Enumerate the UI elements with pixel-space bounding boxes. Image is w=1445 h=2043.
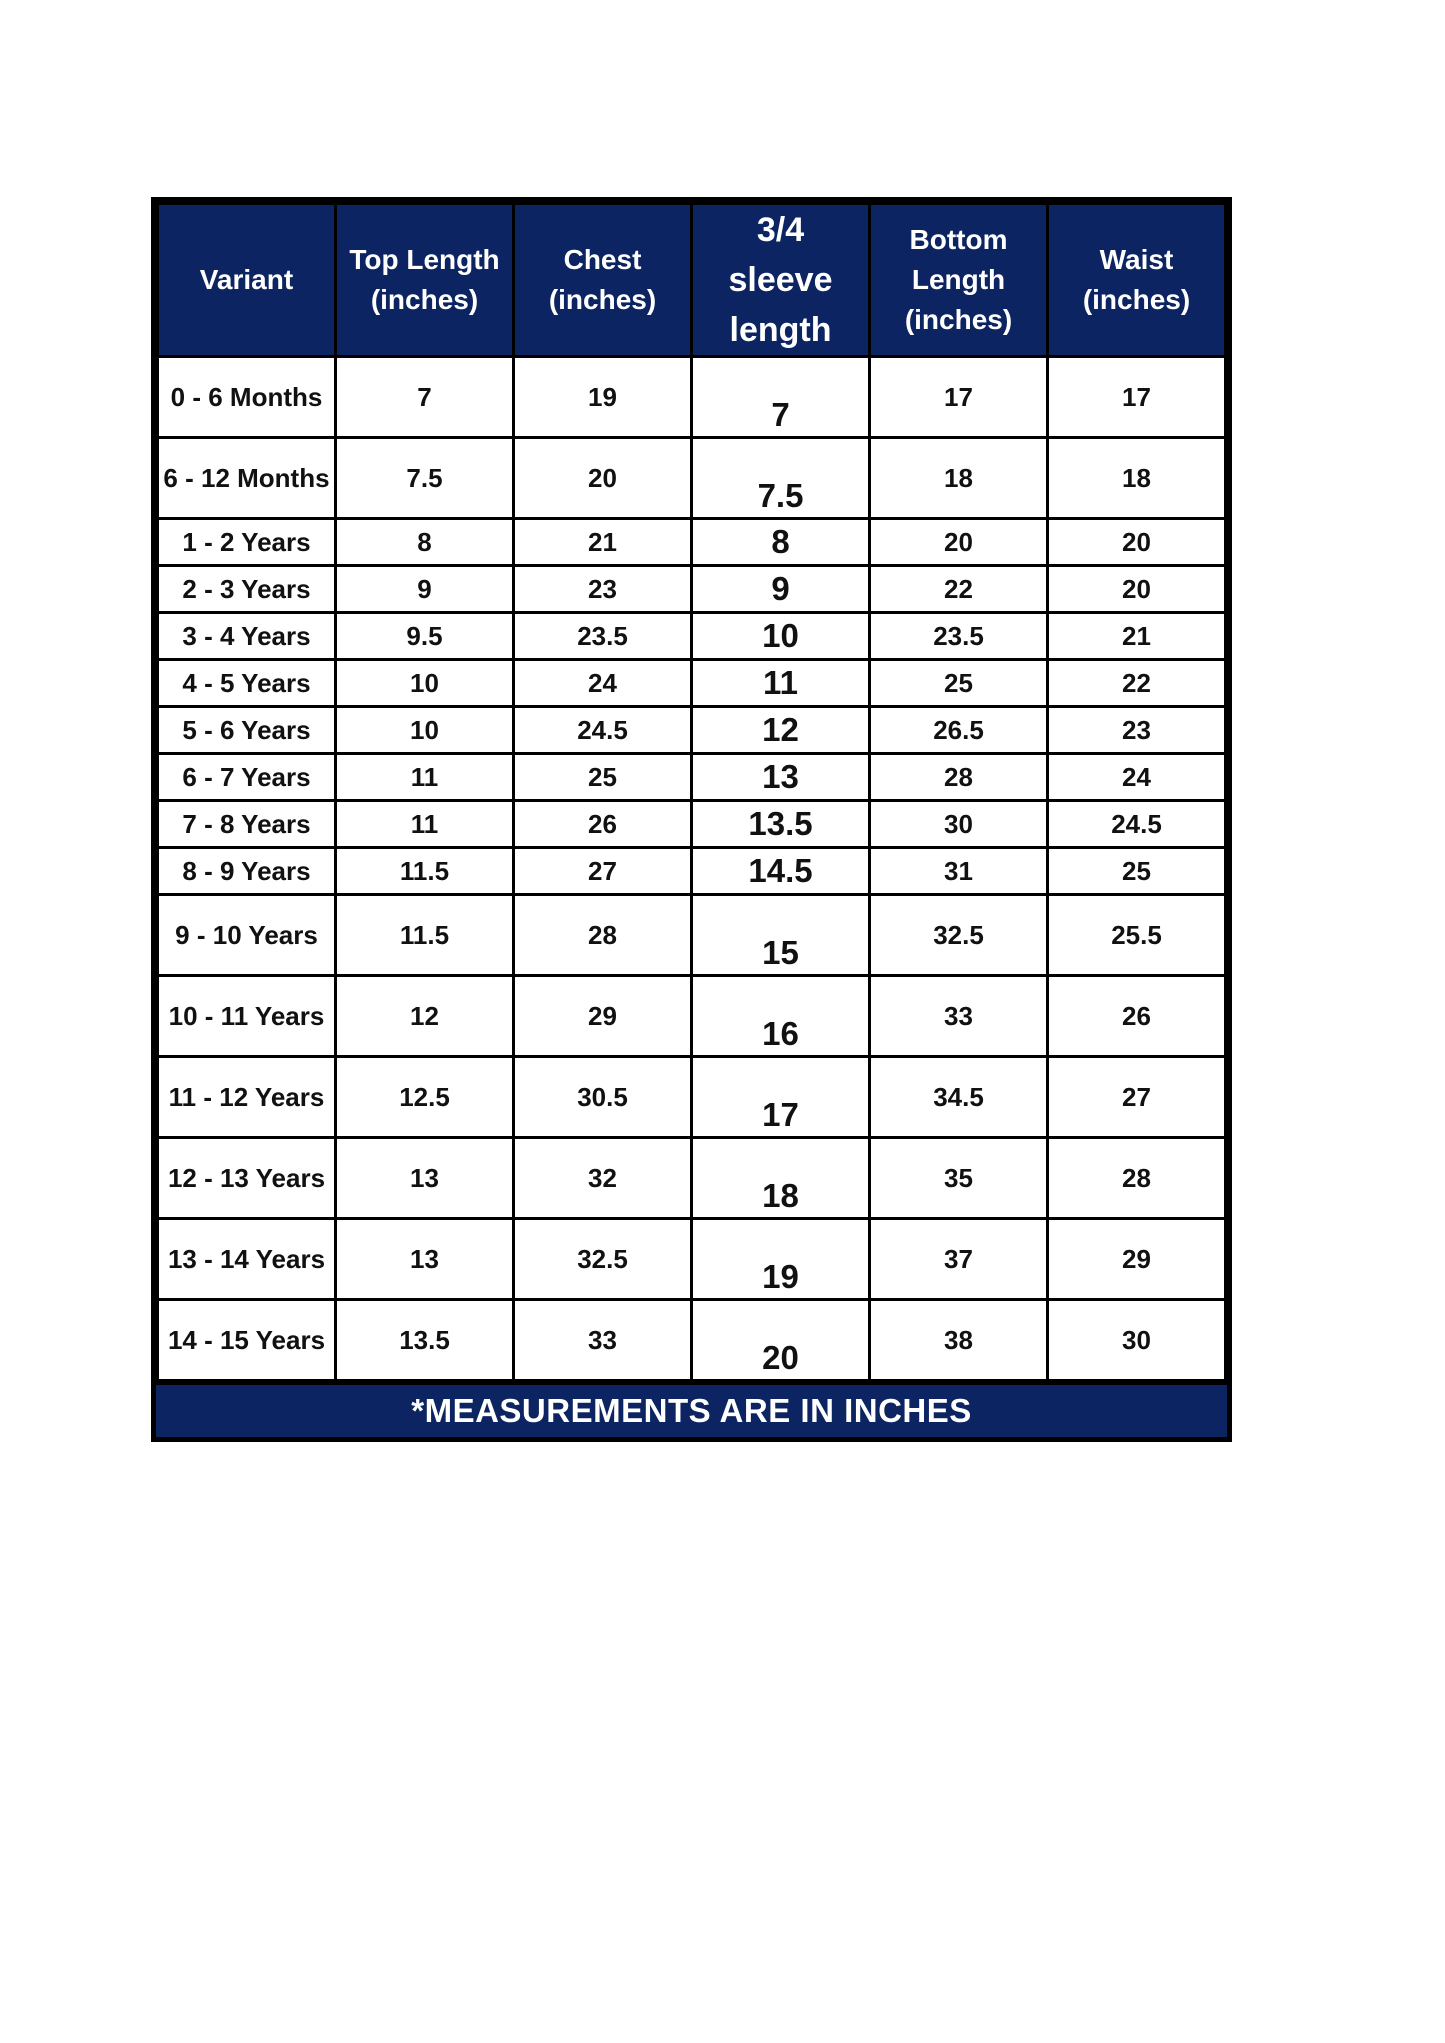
cell-top-length: 9	[336, 566, 514, 613]
table-row	[158, 1138, 1226, 1219]
cell-top-length: 11.5	[336, 848, 514, 895]
header-row	[158, 204, 1226, 357]
cell-waist: 20	[1048, 519, 1226, 566]
cell-waist: 17	[1048, 357, 1226, 438]
cell-bottom-length: 34.5	[870, 1057, 1048, 1138]
cell-chest: 19	[514, 357, 692, 438]
table-row	[158, 357, 1226, 438]
measurements-note: *MEASUREMENTS ARE IN INCHES	[156, 1382, 1227, 1437]
cell-sleeve-length: 14.5	[692, 848, 870, 895]
cell-waist: 24	[1048, 754, 1226, 801]
cell-chest: 26	[514, 801, 692, 848]
cell-sleeve-length: 10	[692, 613, 870, 660]
header-variant	[158, 204, 336, 357]
cell-sleeve-length: 11	[692, 660, 870, 707]
cell-waist: 18	[1048, 438, 1226, 519]
cell-chest: 24.5	[514, 707, 692, 754]
cell-chest: 32.5	[514, 1219, 692, 1300]
cell-waist: 24.5	[1048, 801, 1226, 848]
cell-bottom-length: 38	[870, 1300, 1048, 1381]
cell-top-length: 7	[336, 357, 514, 438]
cell-bottom-length: 32.5	[870, 895, 1048, 976]
cell-variant: 2 - 3 Years	[158, 566, 336, 613]
cell-bottom-length: 17	[870, 357, 1048, 438]
cell-chest: 27	[514, 848, 692, 895]
cell-waist: 23	[1048, 707, 1226, 754]
cell-variant: 10 - 11 Years	[158, 976, 336, 1057]
table-row	[158, 754, 1226, 801]
cell-bottom-length: 30	[870, 801, 1048, 848]
cell-waist: 27	[1048, 1057, 1226, 1138]
cell-chest: 20	[514, 438, 692, 519]
cell-waist: 25.5	[1048, 895, 1226, 976]
table-row	[158, 566, 1226, 613]
cell-variant: 4 - 5 Years	[158, 660, 336, 707]
cell-bottom-length: 35	[870, 1138, 1048, 1219]
cell-waist: 29	[1048, 1219, 1226, 1300]
table-row	[158, 660, 1226, 707]
header-chest-line2: (inches)	[548, 284, 657, 315]
cell-sleeve-length: 20	[692, 1300, 870, 1381]
header-sleeve-length	[692, 204, 870, 357]
header-bottom-length-line3: (inches)	[904, 304, 1013, 335]
table-row	[158, 707, 1226, 754]
header-top-length	[336, 204, 514, 357]
cell-variant: 6 - 12 Months	[158, 438, 336, 519]
cell-top-length: 12	[336, 976, 514, 1057]
cell-bottom-length: 33	[870, 976, 1048, 1057]
cell-sleeve-length: 12	[692, 707, 870, 754]
table-row	[158, 1300, 1226, 1381]
cell-chest: 30.5	[514, 1057, 692, 1138]
size-table	[156, 202, 1227, 1382]
cell-sleeve-length: 7	[692, 357, 870, 438]
table-row	[158, 613, 1226, 660]
cell-top-length: 10	[336, 660, 514, 707]
cell-top-length: 11	[336, 754, 514, 801]
cell-variant: 5 - 6 Years	[158, 707, 336, 754]
header-bottom-length-line1: Bottom	[909, 224, 1008, 255]
cell-waist: 26	[1048, 976, 1226, 1057]
cell-sleeve-length: 13.5	[692, 801, 870, 848]
table-row	[158, 976, 1226, 1057]
cell-variant: 9 - 10 Years	[158, 895, 336, 976]
cell-bottom-length: 25	[870, 660, 1048, 707]
cell-variant: 12 - 13 Years	[158, 1138, 336, 1219]
size-chart	[151, 197, 1232, 1442]
header-waist	[1048, 204, 1226, 357]
cell-variant: 8 - 9 Years	[158, 848, 336, 895]
table-row	[158, 801, 1226, 848]
cell-chest: 23	[514, 566, 692, 613]
cell-bottom-length: 26.5	[870, 707, 1048, 754]
cell-top-length: 13	[336, 1138, 514, 1219]
table-row	[158, 1219, 1226, 1300]
cell-variant: 14 - 15 Years	[158, 1300, 336, 1381]
cell-top-length: 8	[336, 519, 514, 566]
cell-waist: 25	[1048, 848, 1226, 895]
cell-chest: 33	[514, 1300, 692, 1381]
cell-top-length: 9.5	[336, 613, 514, 660]
cell-bottom-length: 31	[870, 848, 1048, 895]
cell-chest: 29	[514, 976, 692, 1057]
table-row	[158, 438, 1226, 519]
cell-variant: 7 - 8 Years	[158, 801, 336, 848]
cell-chest: 28	[514, 895, 692, 976]
cell-chest: 24	[514, 660, 692, 707]
header-top-length-line2: (inches)	[370, 284, 479, 315]
cell-sleeve-length: 16	[692, 976, 870, 1057]
cell-bottom-length: 20	[870, 519, 1048, 566]
cell-variant: 6 - 7 Years	[158, 754, 336, 801]
cell-waist: 30	[1048, 1300, 1226, 1381]
header-top-length-line1: Top Length	[349, 244, 500, 275]
header-waist-line1: Waist	[1099, 244, 1174, 275]
cell-bottom-length: 28	[870, 754, 1048, 801]
header-chest-line1: Chest	[563, 244, 642, 275]
cell-sleeve-length: 17	[692, 1057, 870, 1138]
header-bottom-length	[870, 204, 1048, 357]
cell-variant: 13 - 14 Years	[158, 1219, 336, 1300]
cell-top-length: 12.5	[336, 1057, 514, 1138]
cell-top-length: 11.5	[336, 895, 514, 976]
header-waist-line2: (inches)	[1082, 284, 1191, 315]
cell-top-length: 11	[336, 801, 514, 848]
cell-variant: 1 - 2 Years	[158, 519, 336, 566]
cell-sleeve-length: 19	[692, 1219, 870, 1300]
table-row	[158, 848, 1226, 895]
table-header	[158, 204, 1226, 357]
cell-sleeve-length: 7.5	[692, 438, 870, 519]
cell-waist: 20	[1048, 566, 1226, 613]
cell-top-length: 13	[336, 1219, 514, 1300]
cell-variant: 3 - 4 Years	[158, 613, 336, 660]
cell-top-length: 7.5	[336, 438, 514, 519]
cell-bottom-length: 23.5	[870, 613, 1048, 660]
header-chest	[514, 204, 692, 357]
cell-waist: 28	[1048, 1138, 1226, 1219]
cell-chest: 21	[514, 519, 692, 566]
cell-sleeve-length: 8	[692, 519, 870, 566]
cell-sleeve-length: 15	[692, 895, 870, 976]
header-bottom-length-line2: Length	[911, 264, 1006, 295]
cell-sleeve-length: 9	[692, 566, 870, 613]
table-row	[158, 1057, 1226, 1138]
cell-waist: 22	[1048, 660, 1226, 707]
cell-variant: 0 - 6 Months	[158, 357, 336, 438]
header-sleeve-line1: 3/4	[756, 211, 805, 249]
header-variant-line: Variant	[199, 264, 294, 295]
cell-chest: 23.5	[514, 613, 692, 660]
cell-sleeve-length: 13	[692, 754, 870, 801]
cell-bottom-length: 22	[870, 566, 1048, 613]
cell-top-length: 13.5	[336, 1300, 514, 1381]
cell-chest: 32	[514, 1138, 692, 1219]
cell-top-length: 10	[336, 707, 514, 754]
cell-bottom-length: 18	[870, 438, 1048, 519]
cell-variant: 11 - 12 Years	[158, 1057, 336, 1138]
header-sleeve-line2: sleeve	[728, 261, 833, 299]
header-sleeve-line3: length	[729, 311, 832, 349]
table-body	[158, 357, 1226, 1381]
table-row	[158, 895, 1226, 976]
cell-bottom-length: 37	[870, 1219, 1048, 1300]
cell-sleeve-length: 18	[692, 1138, 870, 1219]
cell-chest: 25	[514, 754, 692, 801]
cell-waist: 21	[1048, 613, 1226, 660]
table-row	[158, 519, 1226, 566]
